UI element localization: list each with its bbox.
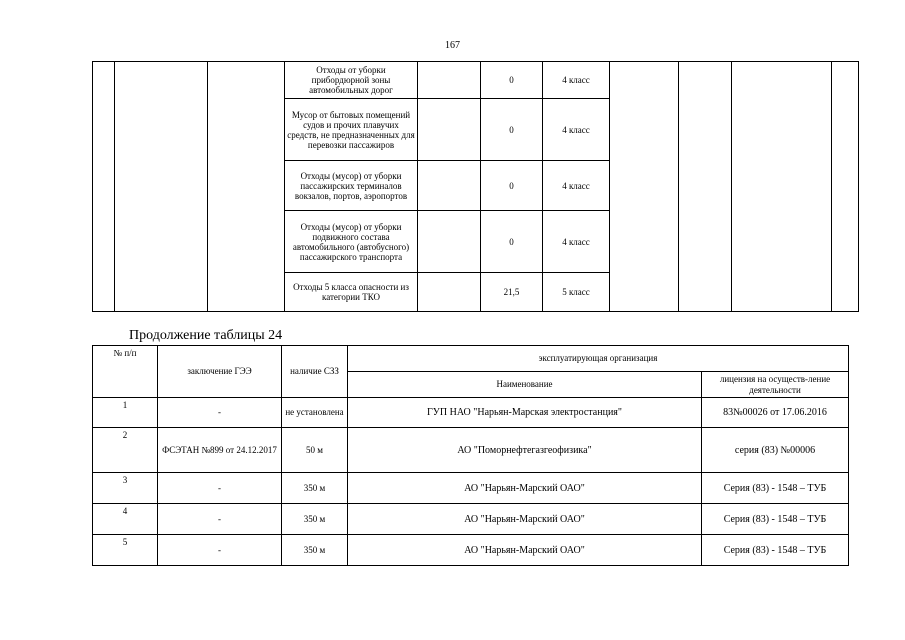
hazard-class-cell: 4 класс: [543, 62, 610, 99]
header-expertise: заключение ГЭЭ: [158, 346, 282, 398]
license-cell: Серия (83) - 1548 – ТУБ: [702, 535, 849, 566]
amount-cell: 0: [481, 211, 543, 273]
header-org-name: Наименование: [348, 372, 702, 398]
empty-cell: [93, 62, 115, 312]
empty-cell: [418, 99, 481, 161]
row-number-cell: 1: [93, 398, 158, 428]
szz-cell: 50 м: [282, 428, 348, 473]
szz-cell: 350 м: [282, 473, 348, 504]
empty-cell: [832, 62, 859, 312]
row-number-cell: 5: [93, 535, 158, 566]
szz-cell: не установлена: [282, 398, 348, 428]
szz-cell: 350 м: [282, 535, 348, 566]
organization-cell: АО "Поморнефтегазгеофизика": [348, 428, 702, 473]
page-number: 167: [445, 40, 460, 51]
waste-name-cell: Отходы (мусор) от уборки подвижного состава автомобильного (автобусного) пассажирского транспорта: [285, 211, 418, 273]
amount-cell: 0: [481, 99, 543, 161]
expertise-cell: -: [158, 535, 282, 566]
table-row: [93, 398, 849, 428]
waste-name-cell: Отходы от уборки прибордюрной зоны автомобильных дорог: [285, 62, 418, 99]
header-szz: наличие СЗЗ: [282, 346, 348, 398]
organization-table: [92, 345, 849, 566]
table-row: [93, 428, 849, 473]
empty-cell: [418, 273, 481, 312]
organization-cell: АО "Нарьян-Марский ОАО": [348, 535, 702, 566]
table-row: [93, 535, 849, 566]
license-cell: 83№00026 от 17.06.2016: [702, 398, 849, 428]
header-license: лицензия на осуществ-ление деятельности: [702, 372, 849, 398]
table-caption: Продолжение таблицы 24: [129, 328, 283, 343]
table-row: [93, 504, 849, 535]
hazard-class-cell: 4 класс: [543, 211, 610, 273]
amount-cell: 0: [481, 62, 543, 99]
table-row: [93, 62, 859, 99]
expertise-cell: -: [158, 504, 282, 535]
empty-cell: [418, 161, 481, 211]
license-cell: Серия (83) - 1548 – ТУБ: [702, 504, 849, 535]
organization-cell: ГУП НАО "Нарьян-Марская электростанция": [348, 398, 702, 428]
table-row: [93, 473, 849, 504]
expertise-cell: ФСЭТАН №899 от 24.12.2017: [158, 428, 282, 473]
organization-cell: АО "Нарьян-Марский ОАО": [348, 504, 702, 535]
row-number-cell: 3: [93, 473, 158, 504]
waste-name-cell: Мусор от бытовых помещений судов и прочих плавучих средств, не предназначенных для перевозки пассажиров: [285, 99, 418, 161]
header-num: № п/п: [93, 346, 158, 398]
license-cell: серия (83) №00006: [702, 428, 849, 473]
empty-cell: [610, 62, 679, 312]
empty-cell: [208, 62, 285, 312]
hazard-class-cell: 4 класс: [543, 99, 610, 161]
waste-name-cell: Отходы (мусор) от уборки пассажирских терминалов вокзалов, портов, аэропортов: [285, 161, 418, 211]
empty-cell: [115, 62, 208, 312]
empty-cell: [732, 62, 832, 312]
amount-cell: 0: [481, 161, 543, 211]
hazard-class-cell: 5 класс: [543, 273, 610, 312]
empty-cell: [418, 211, 481, 273]
expertise-cell: -: [158, 473, 282, 504]
hazard-class-cell: 4 класс: [543, 161, 610, 211]
waste-name-cell: Отходы 5 класса опасности из категории ТКО: [285, 273, 418, 312]
row-number-cell: 2: [93, 428, 158, 473]
waste-table: [92, 61, 859, 312]
license-cell: Серия (83) - 1548 – ТУБ: [702, 473, 849, 504]
header-org: эксплуатирующая организация: [348, 346, 849, 372]
organization-cell: АО "Нарьян-Марский ОАО": [348, 473, 702, 504]
empty-cell: [418, 62, 481, 99]
expertise-cell: -: [158, 398, 282, 428]
empty-cell: [679, 62, 732, 312]
szz-cell: 350 м: [282, 504, 348, 535]
amount-cell: 21,5: [481, 273, 543, 312]
row-number-cell: 4: [93, 504, 158, 535]
